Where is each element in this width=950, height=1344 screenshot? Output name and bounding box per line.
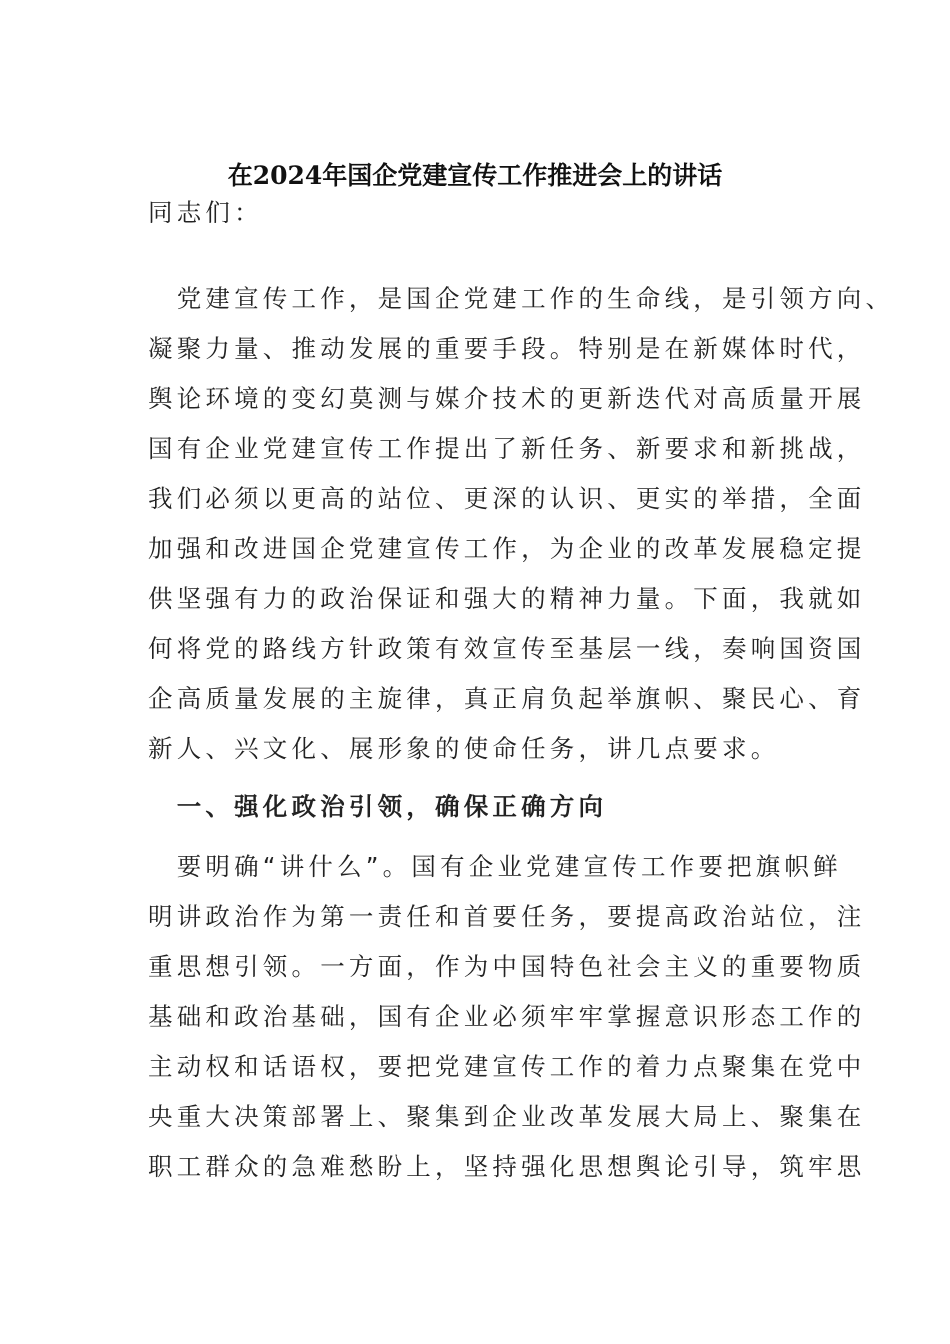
paragraph-line: 我们必须以更高的站位、更深的认识、更实的举措，全面 (148, 484, 866, 513)
paragraph-line: 企高质量发展的主旋律，真正肩负起举旗帜、聚民心、育 (148, 684, 866, 713)
paragraph-line: 基础和政治基础，国有企业必须牢牢掌握意识形态工作的 (148, 1002, 866, 1031)
paragraph-line: 凝聚力量、推动发展的重要手段。特别是在新媒体时代， (148, 334, 866, 363)
section-paragraph (148, 842, 866, 1192)
section-heading-text: 一、强化政治引领，确保正确方向 (148, 792, 608, 821)
paragraph-line: 国有企业党建宣传工作提出了新任务、新要求和新挑战， (148, 434, 866, 463)
paragraph-line: 供坚强有力的政治保证和强大的精神力量。下面，我就如 (148, 584, 866, 613)
paragraph-line: 要明确“讲什么”。国有企业党建宣传工作要把旗帜鲜 (148, 852, 842, 881)
paragraph-line: 职工群众的急难愁盼上，坚持强化思想舆论引导，筑牢思 (148, 1152, 866, 1181)
document-title: 在2024年国企党建宣传工作推进会上的讲话 (227, 161, 723, 190)
paragraph-line: 舆论环境的变幻莫测与媒介技术的更新迭代对高质量开展 (148, 384, 866, 413)
paragraph-line: 加强和改进国企党建宣传工作，为企业的改革发展稳定提 (148, 534, 866, 563)
paragraph-line: 重思想引领。一方面，作为中国特色社会主义的重要物质 (148, 952, 866, 981)
intro-paragraph (148, 274, 895, 774)
paragraph-line: 主动权和话语权，要把党建宣传工作的着力点聚集在党中 (148, 1052, 866, 1081)
paragraph-line: 何将党的路线方针政策有效宣传至基层一线，奏响国资国 (148, 634, 866, 663)
paragraph-line: 央重大决策部署上、聚集到企业改革发展大局上、聚集在 (148, 1102, 866, 1131)
paragraph-line: 明讲政治作为第一责任和首要任务，要提高政治站位，注 (148, 902, 866, 931)
section-heading (148, 782, 812, 832)
salutation-text: 同志们： (148, 198, 263, 227)
paragraph-line: 新人、兴文化、展形象的使命任务，讲几点要求。 (148, 734, 780, 763)
paragraph-line: 党建宣传工作，是国企党建工作的生命线，是引领方向、 (148, 284, 895, 313)
salutation (148, 188, 812, 238)
